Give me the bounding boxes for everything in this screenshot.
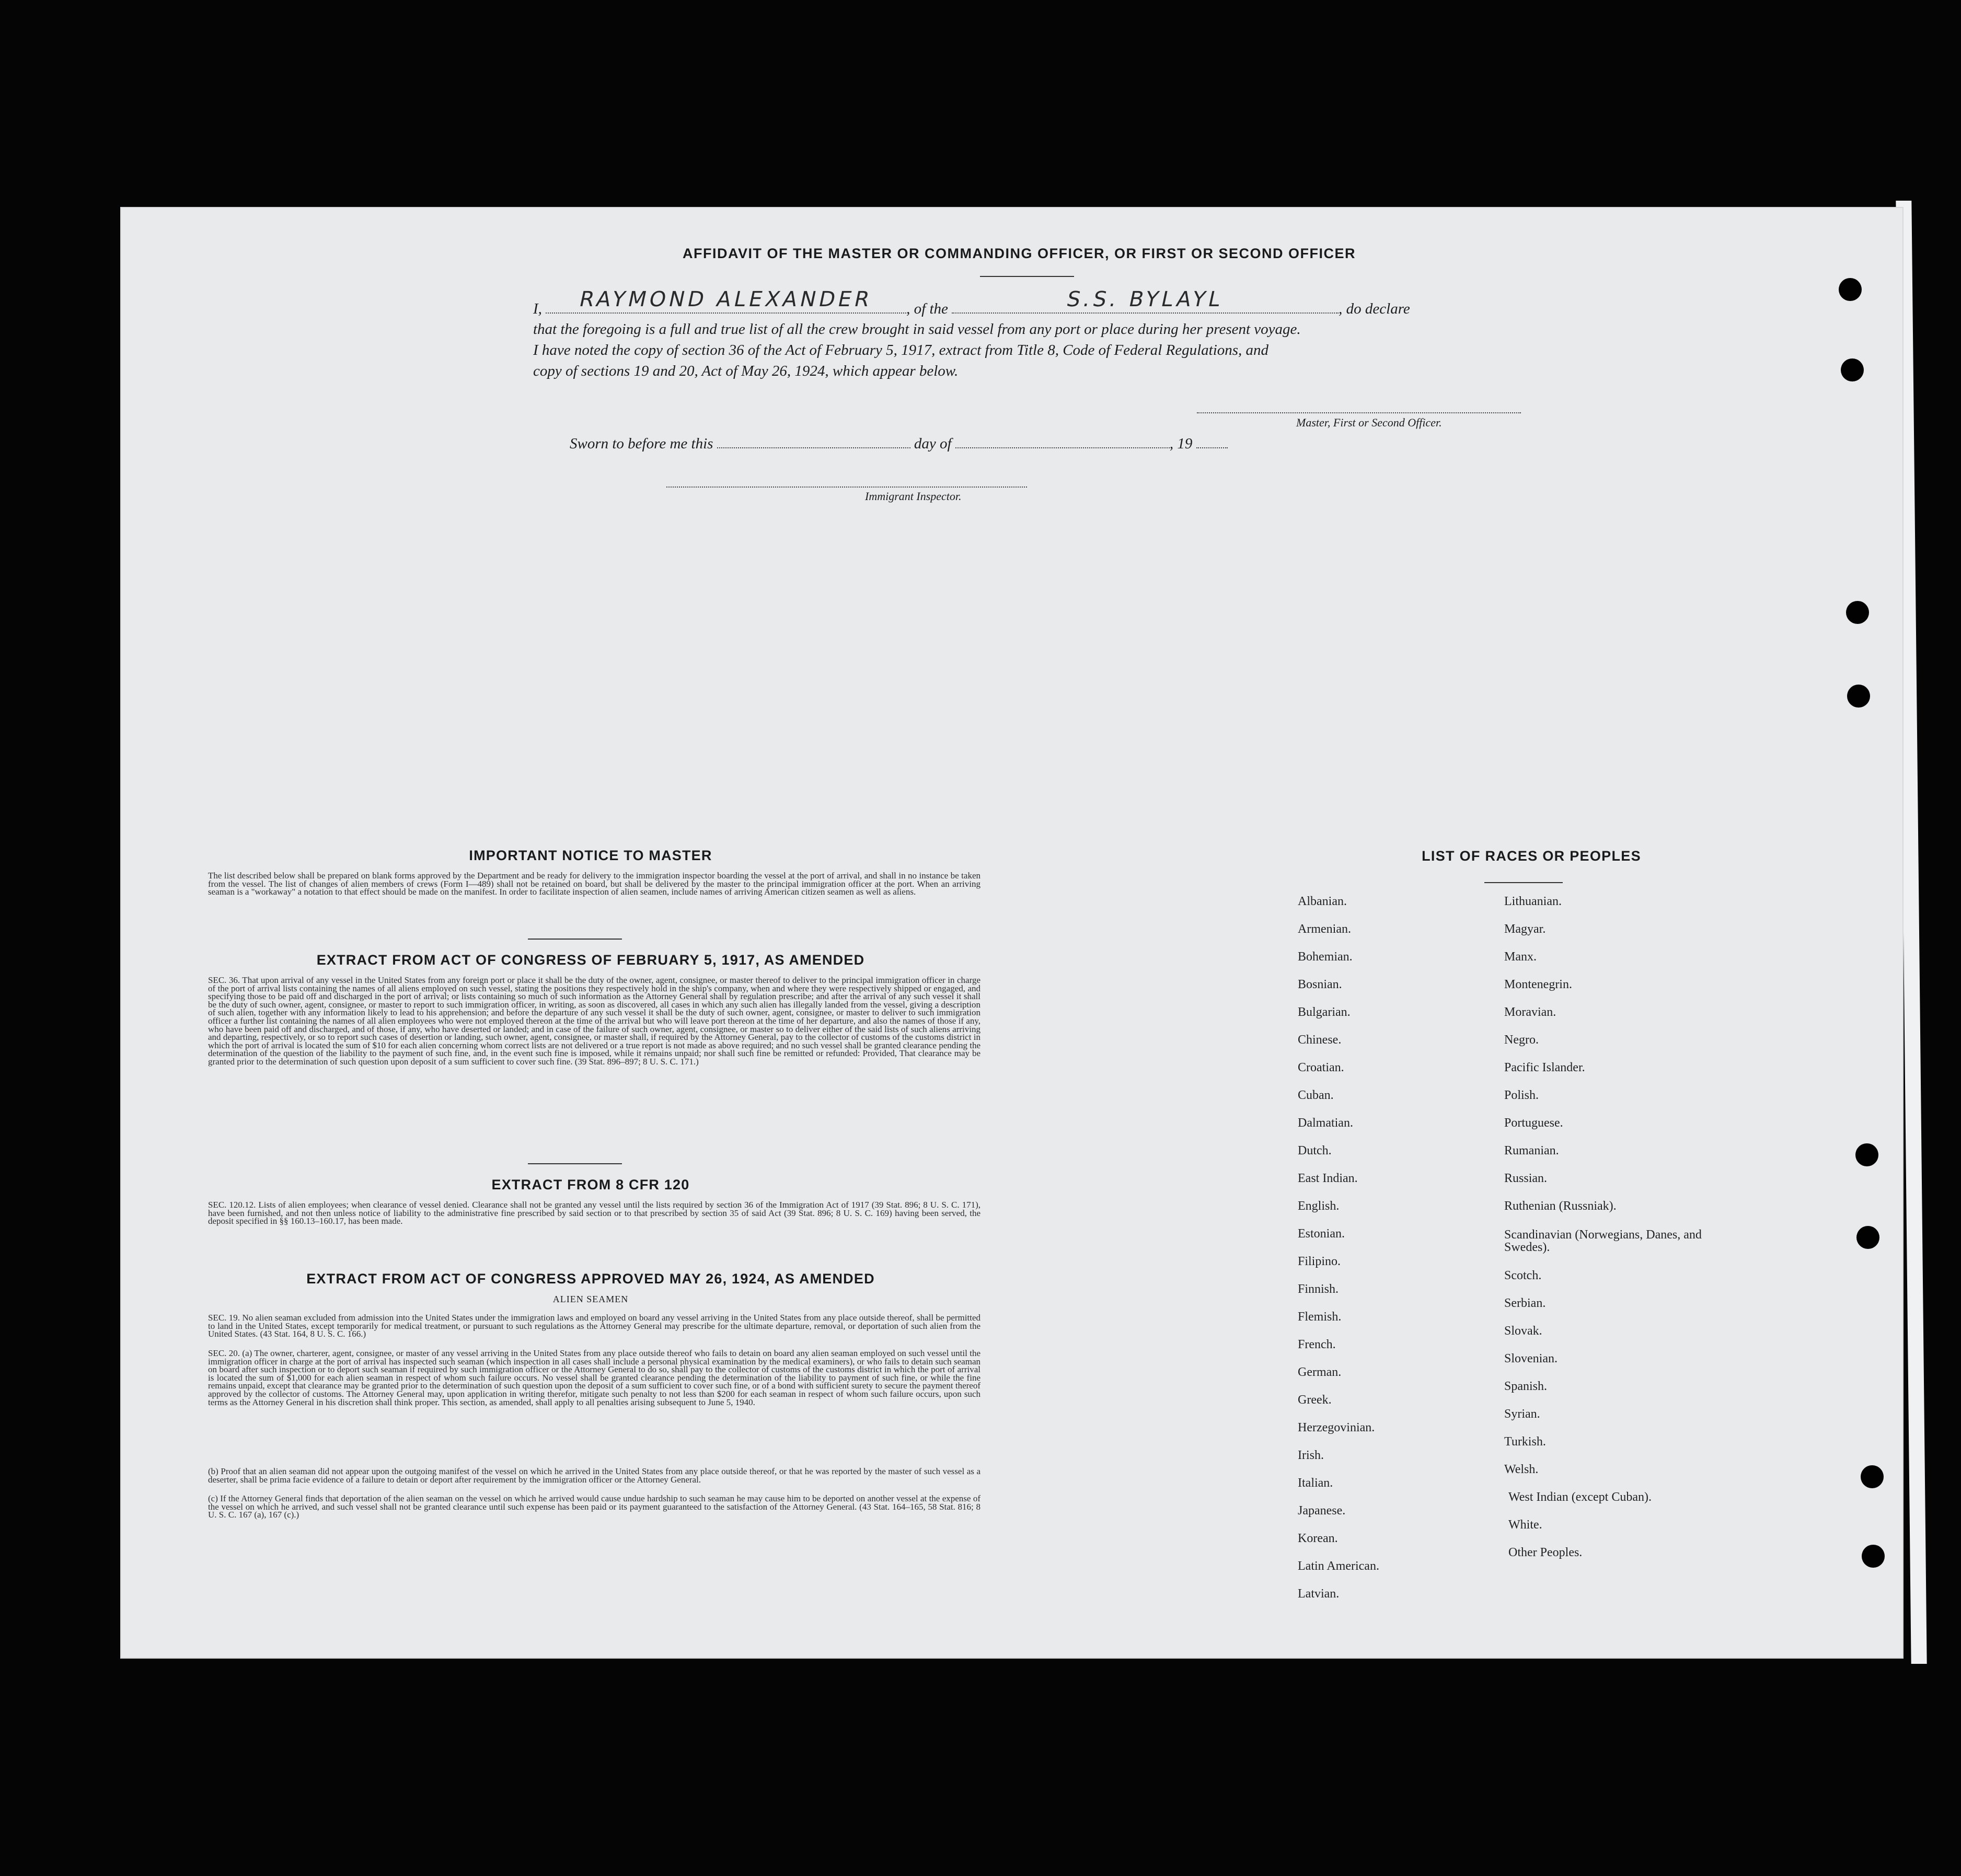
race-item: Ruthenian (Russniak).: [1504, 1199, 1617, 1213]
race-item: Filipino.: [1298, 1255, 1341, 1268]
race-item: East Indian.: [1298, 1172, 1358, 1185]
title-rule: [980, 276, 1074, 277]
declaration-line-2: that the foregoing is a full and true list of all the crew brought in said vessel from any port or place during her present voyage.: [533, 321, 1301, 338]
race-item: Bosnian.: [1298, 978, 1342, 991]
race-item: Greek.: [1298, 1393, 1332, 1407]
declaration-line-1: [533, 287, 1410, 318]
race-item: Estonian.: [1298, 1227, 1345, 1241]
sworn-year-field: [1196, 434, 1228, 448]
sworn-month-field: [955, 434, 1170, 448]
inspector-label: Immigrant Inspector.: [865, 490, 962, 503]
extract-1924-sec20b: (b) Proof that an alien seaman did not appear upon the outgoing manifest of the vessel on which he arrived in the United States from any place outside thereof, or that he was reported by the master of such vessel as a deserter, shall be prima facie evidence of a failure to detain or deport after requirement by the immigration officer or the Attorney General.: [208, 1466, 980, 1485]
extract-cfr-text: SEC. 120.12. Lists of alien employees; when clearance of vessel denied. Clearance shall not be granted any vessel until the lists required by section 36 of the Immigration Act of 1917 (39 Stat. 896; 8 U. S. C. 171), have been furnished, and not then unless notice of liability to the administrative fine prescribed by said section or to that prescribed by section 35 of said Act (39 Stat. 896; 8 U. S. C. 169) having been served, the deposit specified in §§ 160.13–160.17, has been made.: [208, 1200, 980, 1226]
sworn-line: [570, 434, 1228, 453]
race-item: Slovenian.: [1504, 1351, 1558, 1365]
race-item: Korean.: [1298, 1532, 1338, 1545]
punch-hole: [1856, 1226, 1879, 1249]
race-item: Spanish.: [1504, 1379, 1548, 1393]
race-item: Chinese.: [1298, 1033, 1342, 1047]
race-item: Slovak.: [1504, 1324, 1542, 1338]
extract-1917-title: EXTRACT FROM ACT OF CONGRESS OF FEBRUARY 5, 1917, AS AMENDED: [316, 952, 865, 968]
races-rule: [1484, 882, 1563, 883]
signature-label: Master, First or Second Officer.: [1296, 416, 1442, 429]
race-item: Dalmatian.: [1298, 1116, 1353, 1130]
race-item: Serbian.: [1504, 1296, 1546, 1310]
race-item: Scandinavian (Norwegians, Danes, and Swedes).: [1504, 1228, 1702, 1254]
race-item: English.: [1298, 1199, 1340, 1213]
race-item: Syrian.: [1504, 1407, 1540, 1421]
race-item: Manx.: [1504, 950, 1537, 964]
race-item: Cuban.: [1298, 1088, 1334, 1102]
race-item: Herzegovinian.: [1298, 1421, 1375, 1434]
race-item: Turkish.: [1504, 1434, 1546, 1449]
vessel-name-handwritten: S.S. BYLAYL: [1064, 287, 1226, 311]
notice-title: IMPORTANT NOTICE TO MASTER: [469, 848, 712, 863]
extract-1924-sec20a: SEC. 20. (a) The owner, charterer, agent, consignee, or master of any vessel arriving in the United States from any place outside thereof who fails to detain on board any alien seaman employed on such vessel until the immigration officer in charge at the port of arrival has inspected such seaman (which inspection in all cases shall include a personal physical examination by the medical examiners), or who fails to detain such seaman on board after such inspection or to deport such seaman if required by such immigration officer or the Attorney General to do so, shall pay to the collector of customs of the customs district in which the port of arrival is located the sum of $1,000 for each alien seaman in respect of whom such failure occurs. No vessel shall be granted clearance pending the determination of the liability to payment of such fine, or while the fine remains unpaid, except that clearance may be granted prior to the determination of such question upon the deposit of a sum sufficient to cover such fine, or of a bond with sufficient surety to secure the payment thereof approved by the collector of customs. The Attorney General may, upon application in writing therefor, mitigate such penalty to not less than $200 for each seaman in respect of whom such failure occurs, upon such terms as the Attorney General in his discretion shall think proper. This section, as amended, shall apply to all penalties arising subsequent to June 5, 1940.: [208, 1348, 980, 1407]
extract-1924-sec19: SEC. 19. No alien seaman excluded from admission into the United States under the immigration laws and employed on board any vessel arriving in the United States from any place outside thereof, shall be permitted to land in the United States, except temporarily for medical treatment, or pursuant to such regulations as the Attorney General may prescribe for the ultimate departure, removal, or deportation of such alien from the United States. (43 Stat. 164, 8 U. S. C. 166.): [208, 1313, 980, 1339]
race-item: Albanian.: [1298, 895, 1347, 908]
sworn-prefix: Sworn to before me this: [570, 435, 713, 452]
punch-hole: [1839, 278, 1862, 301]
race-item: German.: [1298, 1365, 1342, 1379]
punch-hole: [1841, 358, 1864, 381]
races-title: LIST OF RACES OR PEOPLES: [1422, 848, 1641, 864]
race-item: Lithuanian.: [1504, 895, 1562, 908]
notice-rule: [528, 939, 622, 940]
declaration-mid: , of the: [906, 300, 948, 317]
race-item: Other Peoples.: [1508, 1545, 1583, 1559]
race-item: Japanese.: [1298, 1504, 1346, 1518]
extract-1917-rule: [528, 1163, 622, 1164]
vessel-name-field: [952, 287, 1339, 314]
punch-hole: [1862, 1545, 1885, 1568]
race-item: Russian.: [1504, 1172, 1548, 1185]
race-item: West Indian (except Cuban).: [1508, 1490, 1652, 1504]
declaration-line-3: I have noted the copy of section 36 of the Act of February 5, 1917, extract from Title 8, Code of Federal Regulations, and: [533, 342, 1269, 358]
sworn-year-label: , 19: [1169, 435, 1193, 452]
extract-1917-text: SEC. 36. That upon arrival of any vessel in the United States from any foreign port or place it shall be the duty of the owner, agent, consignee, or master thereof to deliver to the principal immigration officer in charge of the port of arrival lists containing the names of all aliens employed on such vessel, stating the positions they respectively hold in the ship's company, when and where they were respectively shipped or engaged, and specifying those to be paid off and discharged in the port of arrival; or lists containing so much of such information as the Attorney General shall by regulation prescribe; and after the arrival of any such vessel it shall be the duty of such owner, agent, consignee, or master to report to such immigration officer, in writing, as soon as discovered, all cases in which any such alien has illegally landed from the vessel, giving a description of such alien, together with any information likely to lead to his apprehension; and before the departure of any such vessel it shall be the duty of such owner, agent, consignee, or master to deliver to such immigration officer a further list containing the names of all alien employees who were not employed thereon at the time of the arrival but who will leave port thereon at the time of her departure, and also the names of those if any, who have been paid off and discharged, and of those, if any, who have deserted or landed; and in case of the failure of such owner, agent, consignee, or master so to deliver either of the said lists of such aliens arriving and departing, respectively, or so to report such cases of desertion or landing, such owner, agent, consignee, or master shall, if required by the Attorney General, pay to the collector of customs of the customs district in which the port of arrival is located the sum of $10 for each alien concerning whom correct lists are not delivered or a true report is not made as above required; and no such vessel shall be granted clearance pending the determination of the question of the liability to the payment of such fine, and, in the event such fine is imposed, while it remains unpaid; nor shall such fine be remitted or refunded: Provided, That clearance may be granted prior to the determination of such question upon deposit of a sum sufficient to cover such fine. (39 Stat. 896–897; 8 U. S. C. 171.): [208, 975, 980, 1067]
alien-seamen-subtitle: ALIEN SEAMEN: [552, 1294, 629, 1304]
race-item: Montenegrin.: [1504, 978, 1572, 991]
race-item: Scotch.: [1504, 1268, 1542, 1282]
race-item: Latin American.: [1298, 1559, 1379, 1573]
race-item: Armenian.: [1298, 922, 1351, 936]
race-item: Latvian.: [1298, 1587, 1340, 1601]
master-name-handwritten: RAYMOND ALEXANDER: [577, 287, 875, 311]
declaration-line-4: copy of sections 19 and 20, Act of May 26, 1924, which appear below.: [533, 363, 959, 379]
race-item: Negro.: [1504, 1033, 1539, 1047]
master-name-field: [546, 287, 906, 314]
declaration-suffix: , do declare: [1339, 300, 1410, 317]
race-item: Pacific Islander.: [1504, 1061, 1585, 1074]
race-item: Polish.: [1504, 1088, 1539, 1102]
punch-hole: [1855, 1143, 1878, 1166]
sworn-day-field: [717, 434, 910, 448]
race-item: Irish.: [1298, 1449, 1324, 1462]
punch-hole: [1846, 601, 1869, 624]
race-item: Croatian.: [1298, 1061, 1344, 1074]
race-item: Welsh.: [1504, 1462, 1539, 1476]
sworn-day-label: day of: [914, 435, 952, 452]
race-item: Dutch.: [1298, 1144, 1332, 1157]
affidavit-page: [120, 207, 1904, 1659]
race-item: Bohemian.: [1298, 950, 1353, 964]
declaration-prefix: I,: [533, 300, 542, 317]
extract-1924-sec20c: (c) If the Attorney General finds that deportation of the alien seaman on the vessel on which he arrived would cause undue hardship to such seaman he may cause him to be deported on another vessel at the expense of the vessel on which he arrived, and such vessel shall not be granted clearance until such expense has been paid or its payment guaranteed to the satisfaction of the Attorney General. (43 Stat. 164–165, 58 Stat. 816; 8 U. S. C. 167 (a), 167 (c).): [208, 1493, 980, 1520]
extract-1924-title: EXTRACT FROM ACT OF CONGRESS APPROVED MAY 26, 1924, AS AMENDED: [306, 1271, 875, 1287]
affidavit-title: AFFIDAVIT OF THE MASTER OR COMMANDING OFFICER, OR FIRST OR SECOND OFFICER: [683, 246, 1356, 261]
race-item: French.: [1298, 1338, 1336, 1351]
extract-cfr-title: EXTRACT FROM 8 CFR 120: [491, 1177, 690, 1192]
race-item: Portuguese.: [1504, 1116, 1563, 1130]
inspector-signature-line: [666, 487, 1027, 488]
race-item: White.: [1508, 1518, 1542, 1532]
race-item: Finnish.: [1298, 1282, 1339, 1296]
race-item: Flemish.: [1298, 1310, 1342, 1324]
race-item: Bulgarian.: [1298, 1005, 1351, 1019]
race-item: Italian.: [1298, 1476, 1333, 1490]
signature-line: [1197, 412, 1521, 413]
race-item: Moravian.: [1504, 1005, 1556, 1019]
race-item: Rumanian.: [1504, 1144, 1559, 1157]
race-item: Magyar.: [1504, 922, 1546, 936]
notice-text: The list described below shall be prepared on blank forms approved by the Department and be ready for delivery to the immigration inspector boarding the vessel at the port of arrival, and shall in no instance be taken from the vessel. The list of changes of alien members of crews (Form I—489) shall not be retained on board, but shall be delivered by the master to the principal immigration officer at the port. When an arriving seaman is a "workaway" a notation to that effect should be made on the manifest. In order to facilitate inspection of alien seamen, include names of arriving American citizen seamen as well as aliens.: [208, 871, 980, 897]
punch-hole: [1847, 685, 1870, 708]
punch-hole: [1861, 1465, 1884, 1488]
